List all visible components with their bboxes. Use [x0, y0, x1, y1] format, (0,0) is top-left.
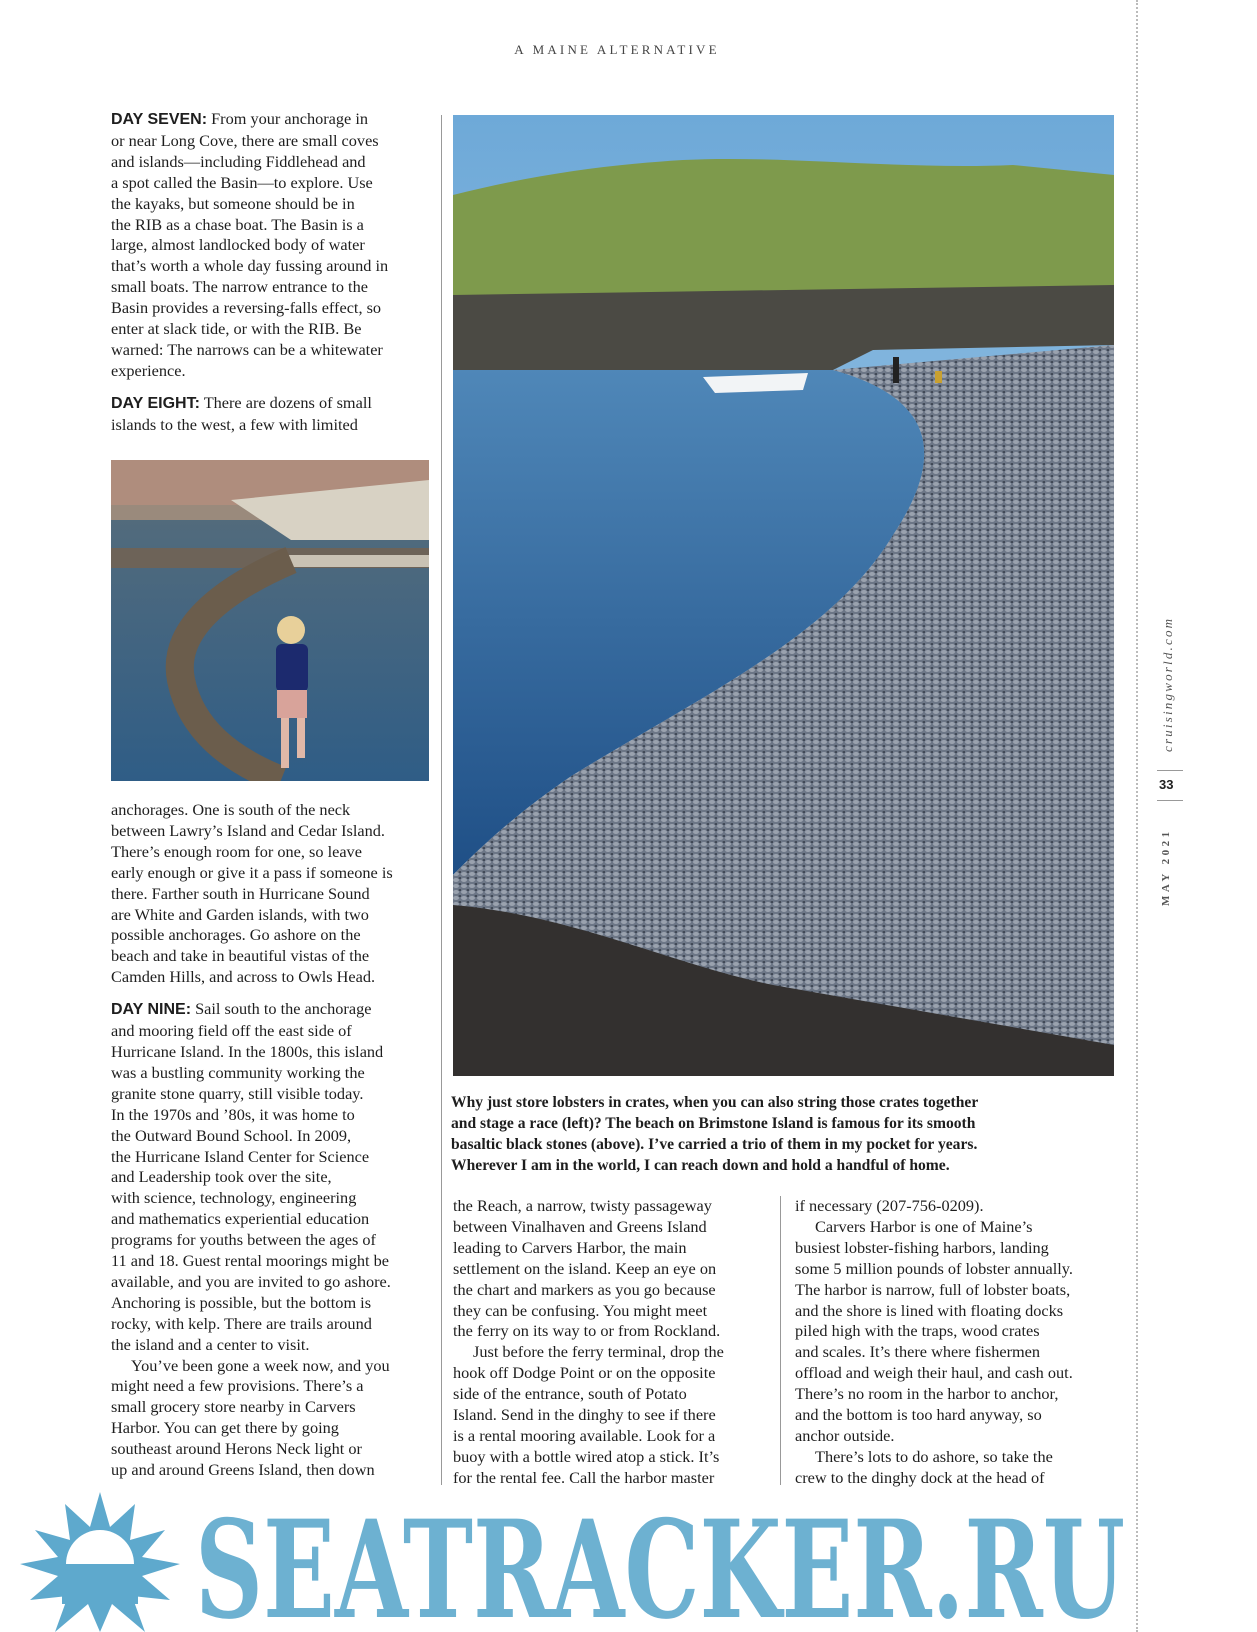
photo-caption	[451, 1092, 1121, 1176]
text-line: small grocery store nearby in Carvers	[111, 1397, 356, 1417]
text-line: Harbor. You can get there by going	[111, 1418, 339, 1438]
text-line: between Vinalhaven and Greens Island	[453, 1216, 707, 1236]
text-line: Why just store lobsters in crates, when you can also string those crates together	[451, 1094, 979, 1111]
text-line: might need a few provisions. There’s a	[111, 1376, 364, 1396]
section-header: A MAINE ALTERNATIVE	[514, 42, 720, 57]
text-line: the island and a center to visit.	[111, 1334, 310, 1354]
text-line: hook off Dodge Point or on the opposite	[453, 1363, 716, 1383]
folio-rule	[1157, 770, 1183, 771]
text-line: warned: The narrows can be a whitewater	[111, 339, 383, 359]
text-line: for the rental fee. Call the harbor master	[453, 1467, 715, 1487]
text-line: offload and weigh their haul, and cash out.	[795, 1363, 1073, 1383]
text-line: In the 1970s and ’80s, it was home to	[111, 1104, 355, 1124]
text-line: between Lawry’s Island and Cedar Island.	[111, 820, 385, 840]
text-line: was a bustling community working the	[111, 1062, 365, 1082]
text-line: if necessary (207-756-0209).	[795, 1196, 984, 1215]
text-line: large, almost landlocked body of water	[111, 235, 365, 255]
text-line: Anchoring is possible, but the bottom is	[111, 1292, 372, 1312]
day-seven-heading: DAY SEVEN:	[111, 111, 208, 128]
photo-lobster-crate-race	[111, 460, 429, 781]
text-line: available, and you are invited to go ashore.	[111, 1271, 391, 1291]
text-line: are White and Garden islands, with two	[111, 904, 369, 924]
text-line: rocky, with kelp. There are trails around	[111, 1313, 372, 1333]
text-line: possible anchorages. Go ashore on the	[111, 925, 361, 945]
text-line: they can be confusing. You might meet	[453, 1300, 708, 1320]
text-line: the kayaks, but someone should be in	[111, 193, 355, 213]
text-line: side of the entrance, south of Potato	[453, 1384, 687, 1404]
column-divider	[780, 1196, 781, 1485]
text-line: the Reach, a narrow, twisty passageway	[453, 1196, 712, 1215]
text-line: Hurricane Island. In the 1800s, this island	[111, 1041, 384, 1061]
text-line: The harbor is narrow, full of lobster boats,	[795, 1279, 1071, 1299]
left-column-bottom	[111, 800, 431, 1481]
text-line: 11 and 18. Guest rental moorings might be	[111, 1251, 389, 1271]
text-line: Just before the ferry terminal, drop the	[473, 1342, 724, 1362]
text-line: programs for youths between the ages of	[111, 1230, 376, 1250]
text-line: piled high with the traps, wood crates	[795, 1321, 1040, 1341]
sun-icon	[20, 1492, 180, 1632]
text-line: anchor outside.	[795, 1425, 895, 1445]
text-line: the Hurricane Island Center for Science	[111, 1146, 370, 1166]
text-line: enter at slack tide, or with the RIB. Be	[111, 319, 362, 339]
text-line: Wherever I am in the world, I can reach down and hold a handful of home.	[451, 1157, 950, 1174]
text-line: the chart and markers as you go because	[453, 1279, 716, 1299]
text-line: Camden Hills, and across to Owls Head.	[111, 967, 376, 987]
text-line: There’s enough room for one, so leave	[111, 841, 362, 861]
text-line: up and around Greens Island, then down	[111, 1460, 375, 1480]
watermark-text: SEATRACKER.RU	[195, 1492, 1125, 1632]
text-line: Sail south to the anchorage	[191, 999, 372, 1019]
text-line: some 5 million pounds of lobster annually.	[795, 1258, 1073, 1278]
middle-column	[453, 1196, 773, 1489]
text-line: southeast around Herons Neck light or	[111, 1439, 362, 1459]
text-line: and islands—including Fiddlehead and	[111, 151, 366, 171]
text-line: small boats. The narrow entrance to the	[111, 277, 368, 297]
left-column-top	[111, 109, 431, 436]
page-edge-dotted-line	[1136, 0, 1138, 1632]
text-line: busiest lobster-fishing harbors, landing	[795, 1237, 1049, 1257]
text-line: buoy with a bottle wired atop a stick. It’s	[453, 1446, 720, 1466]
text-line: a spot called the Basin—to explore. Use	[111, 172, 373, 192]
text-line: Island. Send in the dinghy to see if there	[453, 1405, 716, 1425]
text-line: There’s lots to do ashore, so take the	[815, 1446, 1053, 1466]
photo-brimstone-island-beach	[453, 115, 1114, 1076]
text-line: early enough or give it a pass if someone is	[111, 862, 393, 882]
folio-rule	[1157, 800, 1183, 801]
page-number: 33	[1159, 777, 1174, 792]
day-nine-heading: DAY NINE:	[111, 1001, 192, 1019]
text-line: or near Long Cove, there are small coves	[111, 130, 379, 150]
column-divider	[441, 115, 442, 1485]
text-line: There’s no room in the harbor to anchor,	[795, 1384, 1059, 1404]
text-line: crew to the dinghy dock at the head of	[795, 1467, 1045, 1487]
text-line: with science, technology, engineering	[111, 1188, 357, 1208]
text-line: that’s worth a whole day fussing around in	[111, 256, 389, 276]
text-line: and mooring field off the east side of	[111, 1021, 352, 1041]
text-line: granite stone quarry, still visible today.	[111, 1083, 364, 1103]
watermark-logo	[0, 1492, 1257, 1632]
day-eight-heading: DAY EIGHT:	[111, 394, 200, 412]
text-line: Carvers Harbor is one of Maine’s	[815, 1216, 1033, 1236]
text-line: and scales. It’s there where fishermen	[795, 1342, 1041, 1362]
text-line: settlement on the island. Keep an eye on	[453, 1258, 717, 1278]
text-line: You’ve been gone a week now, and you	[131, 1355, 390, 1375]
issue-date: MAY 2021	[1160, 828, 1172, 906]
text-line: and the bottom is too hard anyway, so	[795, 1405, 1042, 1425]
right-column	[795, 1196, 1120, 1489]
text-line: basaltic black stones (above). I’ve carried a trio of them in my pocket for years.	[451, 1136, 978, 1153]
text-line: the RIB as a chase boat. The Basin is a	[111, 214, 364, 234]
text-line: is a rental mooring available. Look for a	[453, 1425, 716, 1445]
text-line: the ferry on its way to or from Rockland.	[453, 1321, 721, 1341]
text-line: experience.	[111, 360, 186, 380]
text-line: leading to Carvers Harbor, the main	[453, 1237, 687, 1257]
text-line: Basin provides a reversing-falls effect, so	[111, 298, 382, 318]
text-line: There are dozens of small	[199, 392, 372, 412]
text-line: islands to the west, a few with limited	[111, 414, 358, 434]
text-line: From your anchorage in	[207, 109, 369, 128]
text-line: and Leadership took over the site,	[111, 1167, 332, 1187]
text-line: the Outward Bound School. In 2009,	[111, 1125, 352, 1145]
text-line: anchorages. One is south of the neck	[111, 800, 351, 819]
text-line: and the shore is lined with floating docks	[795, 1300, 1064, 1320]
text-line: and stage a race (left)? The beach on Brimstone Island is famous for its smooth	[451, 1115, 976, 1132]
text-line: there. Farther south in Hurricane Sound	[111, 883, 370, 903]
text-line: beach and take in beautiful vistas of the	[111, 946, 370, 966]
text-line: and mathematics experiential education	[111, 1209, 370, 1229]
website-url: cruisingworld.com	[1160, 616, 1175, 752]
